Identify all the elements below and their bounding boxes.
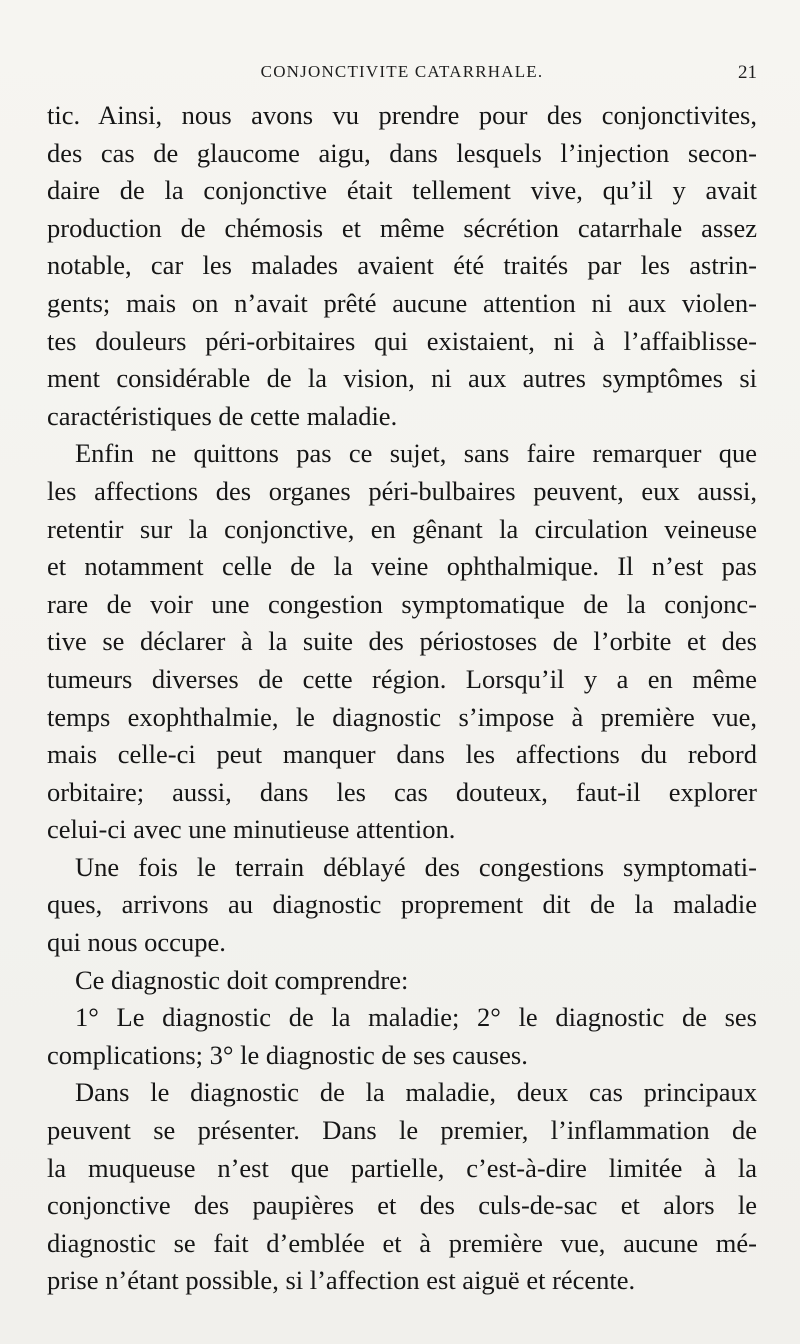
text-line: daire de la conjonctive était tellement vive, qu’il y avait <box>47 175 757 206</box>
text-line: les affections des organes péri-bulbaires peuvent, eux aussi, <box>47 475 757 506</box>
text-line: orbitaire; aussi, dans les cas douteux, faut-il explorer <box>47 776 757 807</box>
text-line: la muqueuse n’est que partielle, c’est-à-dire limitée à la <box>47 1152 757 1183</box>
running-title: CONJONCTIVITE CATARRHALE. <box>260 62 544 81</box>
text-line: tumeurs diverses de cette région. Lorsqu’il y a en même <box>47 663 757 694</box>
page-number: 21 <box>738 62 757 83</box>
text-line: Dans le diagnostic de la maladie, deux cas principaux <box>75 1077 757 1108</box>
paragraph <box>47 435 757 849</box>
text-line: ment considérable de la vision, ni aux autres symptômes si <box>47 363 757 394</box>
text-line: peuvent se présenter. Dans le premier, l’inflammation de <box>47 1115 757 1146</box>
paragraph <box>47 849 757 962</box>
text-line: qui nous occupe. <box>47 927 226 958</box>
text-line: prise n’étant possible, si l’affection est aiguë et récente. <box>47 1265 636 1296</box>
text-line: retentir sur la conjonctive, en gênant la circulation veineuse <box>47 513 757 544</box>
running-head <box>47 60 757 86</box>
text-line: production de chémosis et même sécrétion catarrhale assez <box>47 212 757 243</box>
text-line: et notamment celle de la veine ophthalmique. Il n’est pas <box>47 551 757 582</box>
text-line: ques, arrivons au diagnostic proprement dit de la maladie <box>47 889 757 920</box>
text-line: complications; 3° le diagnostic de ses causes. <box>47 1039 528 1070</box>
body-text <box>47 97 757 1300</box>
text-line: tes douleurs péri-orbitaires qui existaient, ni à l’affaiblisse- <box>47 325 757 356</box>
text-line: Ce diagnostic doit comprendre: <box>75 964 409 995</box>
text-line: temps exophthalmie, le diagnostic s’impose à première vue, <box>47 701 757 732</box>
text-line: des cas de glaucome aigu, dans lesquels l’injection secon- <box>47 137 757 168</box>
paragraph <box>47 962 757 1000</box>
text-line: diagnostic se fait d’emblée et à première vue, aucune mé- <box>47 1227 757 1258</box>
text-line: celui-ci avec une minutieuse attention. <box>47 814 456 845</box>
text-line: Une fois le terrain déblayé des congestions symptomati- <box>75 851 757 882</box>
text-line: conjonctive des paupières et des culs-de-sac et alors le <box>47 1190 757 1221</box>
paragraph <box>47 1074 757 1300</box>
text-line: gents; mais on n’avait prêté aucune attention ni aux violen- <box>47 287 757 318</box>
paragraph <box>47 999 757 1074</box>
text-line: rare de voir une congestion symptomatique de la conjonc- <box>47 588 757 619</box>
text-line: Enfin ne quittons pas ce sujet, sans faire remarquer que <box>75 438 757 469</box>
paragraph <box>47 97 757 435</box>
text-line: caractéristiques de cette maladie. <box>47 400 398 431</box>
text-line: notable, car les malades avaient été traités par les astrin- <box>47 250 757 281</box>
text-line: 1° Le diagnostic de la maladie; 2° le diagnostic de ses <box>75 1002 757 1033</box>
text-line: tic. Ainsi, nous avons vu prendre pour des conjonctivites, <box>47 100 757 130</box>
text-line: mais celle-ci peut manquer dans les affections du rebord <box>47 739 757 770</box>
text-line: tive se déclarer à la suite des périostoses de l’orbite et des <box>47 626 757 657</box>
